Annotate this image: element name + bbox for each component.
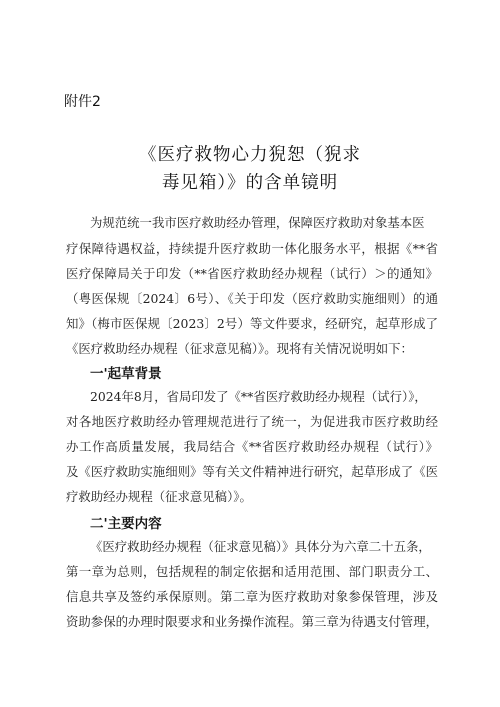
attachment-label: 附件2 bbox=[64, 94, 101, 110]
document-title-line-1: 《医疗救物心力猊恕（猊求 bbox=[139, 145, 361, 165]
section2-line-1: 《医疗救助经办规程（征求意见稿）》具体分为六章二十五条， bbox=[90, 539, 431, 554]
section1-line-4: 及《医疗救助实施细则》等有关文件精神进行研究，起草形成了《医 bbox=[66, 464, 438, 479]
intro-line-2: 疗保障待遇权益，持续提升医疗救助一体化服务水平，根据《**省 bbox=[66, 241, 438, 256]
section1-line-2: 对各地医疗救助经办管理规范进行了统一，为促进我市医疗救助经 bbox=[66, 414, 438, 429]
section2-line-2: 第一章为总则，包括规程的制定依据和适用范围、部门职责分工、 bbox=[66, 564, 438, 579]
intro-line-1: 为规范统一我市医疗救助经办管理，保障医疗救助对象基本医 bbox=[90, 215, 425, 230]
intro-line-5: 知》（梅市医保规〔2023〕2号）等文件要求，经研究，起草形成了 bbox=[66, 316, 438, 331]
intro-line-6: 《医疗救助经办规程（征求意见稿）》。现将有关情况说明如下： bbox=[66, 341, 413, 356]
section1-line-5: 疗救助经办规程（征求意见稿）》。 bbox=[66, 489, 252, 504]
document-title-line-2: 毒见箱）》的含单镜明 bbox=[161, 173, 339, 193]
section1-line-3: 办工作高质量发展，我局结合《**省医疗救助经办规程（试行）》 bbox=[66, 439, 438, 454]
section-heading-main-content: 二'主要内容 bbox=[90, 516, 162, 532]
intro-line-4: （粤医保规〔2024〕6号）、《关于印发（医疗救助实施细则）的通 bbox=[66, 291, 438, 306]
section-heading-background: 一'起草背景 bbox=[90, 366, 162, 382]
section2-line-3: 信息共享及签约承保原则。第二章为医疗救助对象参保管理，涉及 bbox=[66, 589, 438, 604]
intro-line-3: 医疗保障局关于印发（**省医疗救助经办规程（试行）＞的通知》 bbox=[66, 266, 438, 281]
section2-line-4: 资助参保的办理时限要求和业务操作流程。第三章为待遇支付管理， bbox=[66, 614, 438, 629]
section1-line-1: 2024年8月，省局印发了《**省医疗救助经办规程（试行）》， bbox=[90, 389, 427, 404]
